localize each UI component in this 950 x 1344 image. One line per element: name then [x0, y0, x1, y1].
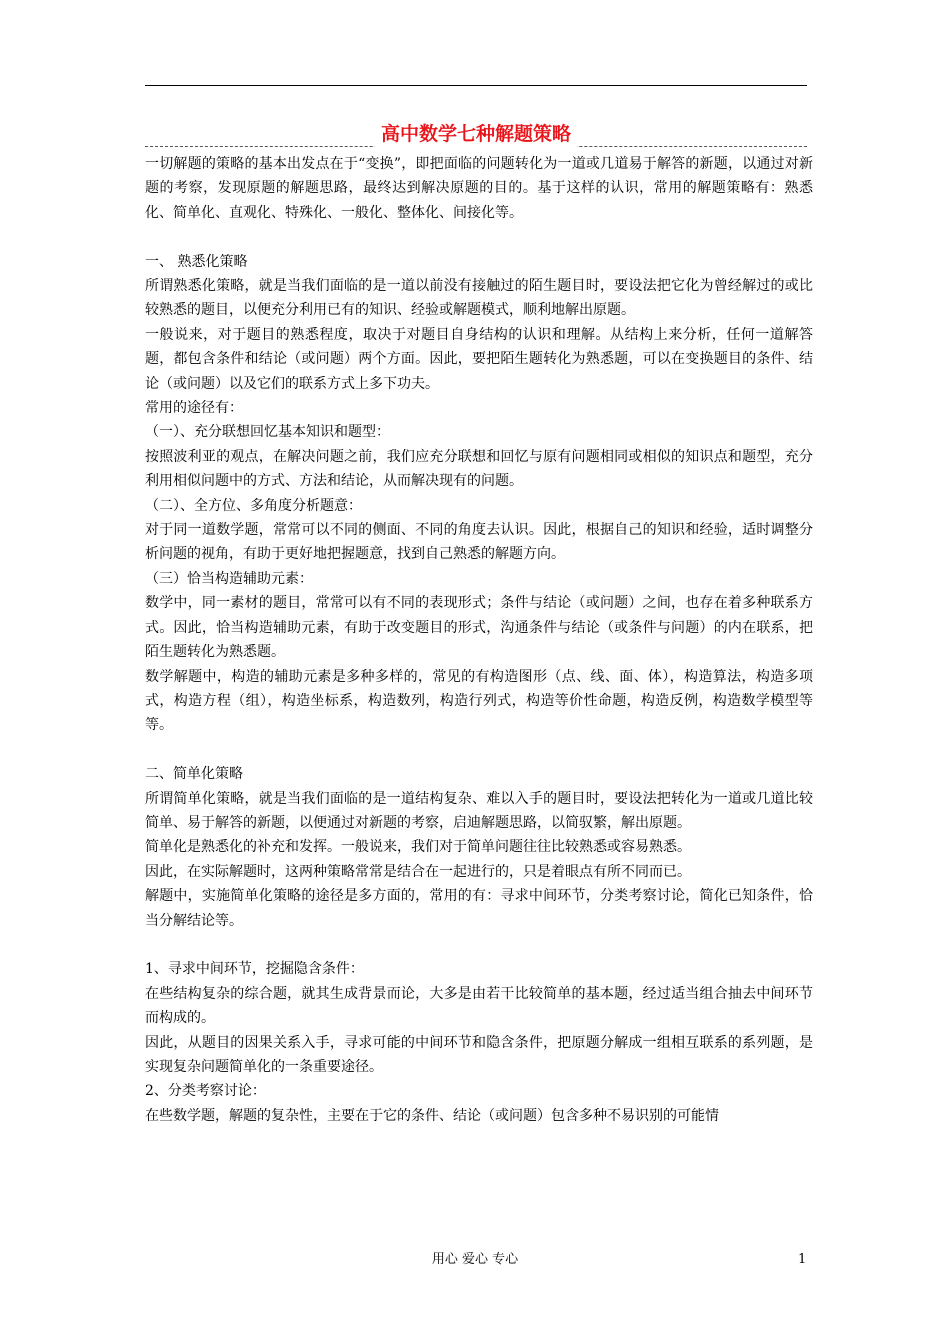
document-body: [145, 152, 813, 1128]
paragraph: 一般说来，对于题目的熟悉程度，取决于对题目自身结构的认识和理解。从结构上来分析，任何一道解答题，都包含条件和结论（或问题）两个方面。因此，要把陌生题转化为熟悉题，可以在变换题目的条件、结论（或问题）以及它们的联系方式上多下功夫。: [145, 326, 813, 392]
paragraph: 解题中，实施简单化策略的途径是多方面的，常用的有：寻求中间环节，分类考察讨论，简化已知条件，恰当分解结论等。: [145, 888, 813, 929]
paragraph: 所谓熟悉化策略，就是当我们面临的是一道以前没有接触过的陌生题目时，要设法把它化为曾经解过的或比较熟悉的题目，以便充分利用已有的知识、经验或解题模式，顺利地解出原题。: [145, 278, 813, 319]
paragraph-intro: 一切解题的策略的基本出发点在于“变换”，即把面临的问题转化为一道或几道易于解答的新题，以通过对新题的考察，发现原题的解题思路，最终达到解决原题的目的。基于这样的认识，常用的解题策略有：熟悉化、简单化、直观化、特殊化、一般化、整体化、间接化等。: [145, 156, 813, 221]
subheading: （一）、充分联想回忆基本知识和题型：: [145, 424, 390, 441]
title-row: [145, 118, 807, 152]
blank-line: [145, 738, 813, 762]
subheading: 1、寻求中间环节，挖掘隐含条件：: [145, 961, 364, 978]
header-rule: [145, 85, 807, 86]
document-title: 高中数学七种解题策略: [375, 118, 577, 150]
paragraph: 因此，在实际解题时，这两种策略常常是结合在一起进行的，只是着眼点有所不同而已。: [145, 863, 691, 880]
paragraph: 数学解题中，构造的辅助元素是多种多样的，常见的有构造图形（点、线、面、体），构造算法，构造多项式，构造方程（组），构造坐标系，构造数列，构造行列式，构造等价性命题，构造反例，构造数学模型等等。: [145, 668, 813, 734]
subheading: 2、分类考察讨论：: [145, 1083, 266, 1100]
paragraph: 常用的途径有：: [145, 400, 243, 417]
paragraph: 数学中，同一素材的题目，常常可以有不同的表现形式；条件与结论（或问题）之间，也存在着多种联系方式。因此，恰当构造辅助元素，有助于改变题目的形式，沟通条件与结论（或条件与问题）的内在联系，把陌生题转化为熟悉题。: [145, 595, 813, 661]
paragraph: 在些数学题，解题的复杂性，主要在于它的条件、结论（或问题）包含多种不易识别的可能情: [145, 1107, 719, 1124]
page-number: 1: [798, 1252, 807, 1267]
subheading: （三）恰当构造辅助元素：: [145, 570, 313, 587]
paragraph: 所谓简单化策略，就是当我们面临的是一道结构复杂、难以入手的题目时，要设法把转化为一道或几道比较简单、易于解答的新题，以便通过对新题的考察，启迪解题思路，以简驭繁，解出原题。: [145, 790, 813, 831]
paragraph: 因此，从题目的因果关系入手，寻求可能的中间环节和隐含条件，把原题分解成一组相互联系的系列题，是实现复杂问题简单化的一条重要途径。: [145, 1034, 813, 1075]
paragraph: 按照波利亚的观点，在解决问题之前，我们应充分联想和回忆与原有问题相同或相似的知识点和题型，充分利用相似问题中的方式、方法和结论，从而解决现有的问题。: [145, 448, 813, 490]
section-heading-1: 一、 熟悉化策略: [145, 253, 248, 270]
paragraph: 对于同一道数学题，常常可以不同的侧面、不同的角度去认识。因此，根据自己的知识和经验，适时调整分析问题的视角，有助于更好地把握题意，找到自己熟悉的解题方向。: [145, 522, 813, 563]
blank-line: [145, 933, 813, 957]
paragraph: 简单化是熟悉化的补充和发挥。一般说来，我们对于简单问题往往比较熟悉或容易熟悉。: [145, 839, 691, 856]
blank-line: [145, 225, 813, 249]
section-heading-2: 二、简单化策略: [145, 766, 243, 783]
subheading: （二）、全方位、多角度分析题意：: [145, 497, 362, 514]
footer-motto: 用心 爱心 专心: [431, 1252, 519, 1267]
paragraph: 在些结构复杂的综合题，就其生成背景而论，大多是由若干比较简单的基本题，经过适当组合抽去中间环节而构成的。: [145, 985, 813, 1027]
